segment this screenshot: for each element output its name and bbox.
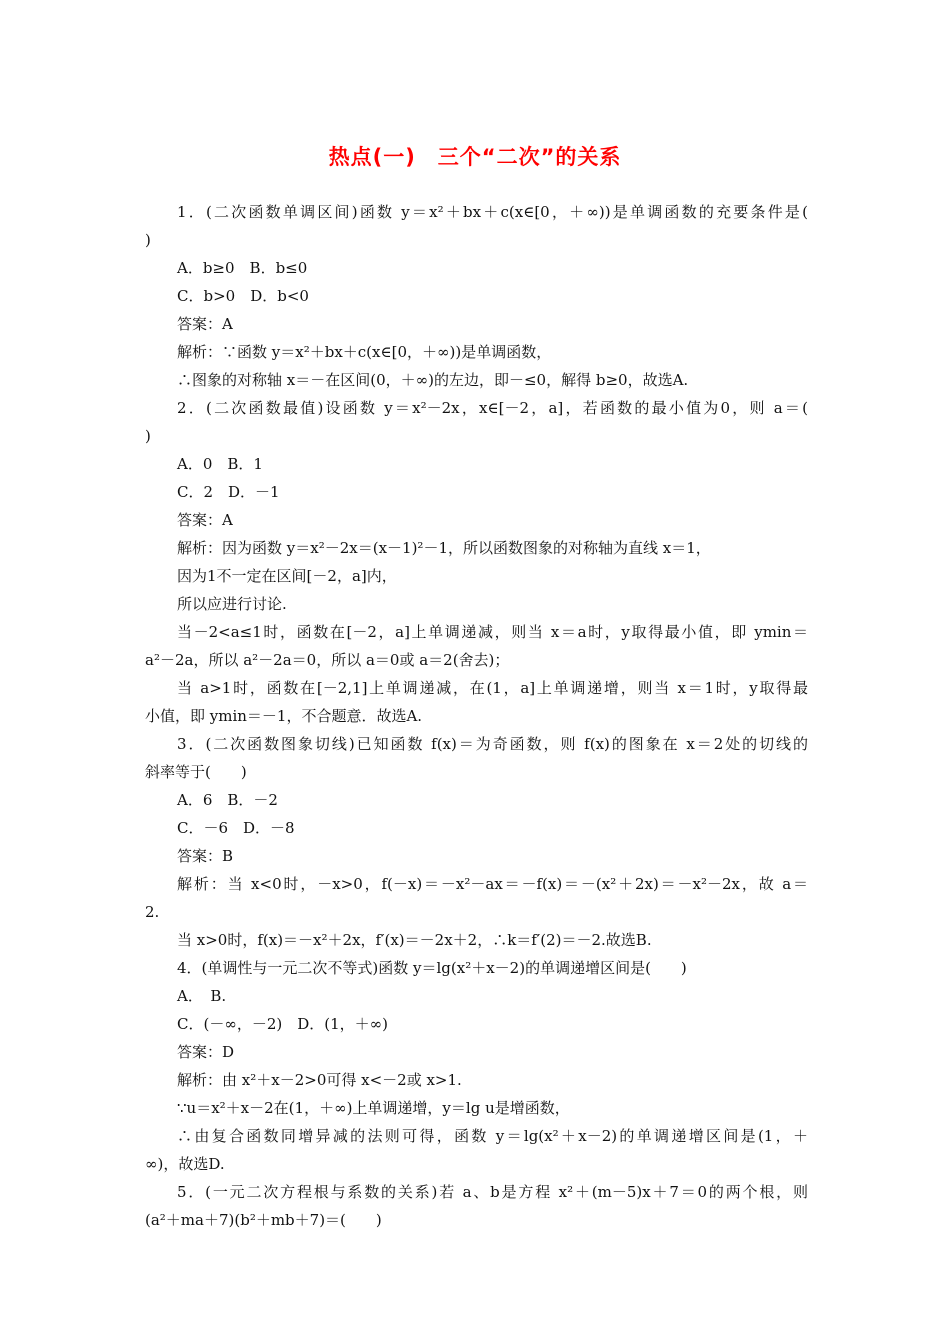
text-line: A． B. xyxy=(177,987,227,1005)
text-line: A．b≥0 B．b≤0 xyxy=(177,259,308,277)
text-line: 答案：D xyxy=(177,1043,235,1061)
text-line: C．b>0 D．b<0 xyxy=(177,287,309,305)
text-line: 所以应进行讨论. xyxy=(177,595,287,613)
text-line: 解析：∵函数 y＝x²＋bx＋c(x∈[0，＋∞))是单调函数， xyxy=(177,343,552,361)
text-line: (a²＋ma＋7)(b²＋mb＋7)＝( ) xyxy=(145,1211,382,1229)
text-line: 当－2<a≤1时，函数在[－2，a]上单调递减，则当 x＝a时，y取得最小值，即 ymin＝ xyxy=(177,623,808,641)
text-line: 3．(二次函数图象切线)已知函数 f(x)＝为奇函数，则 f(x)的图象在 x＝2处的切线的 xyxy=(177,735,808,753)
text-line: 当 a>1时，函数在[－2,1]上单调递减，在(1，a]上单调递增，则当 x＝1时，y取得最 xyxy=(177,679,808,697)
text-line: ∴由复合函数同增异减的法则可得，函数 y＝lg(x²＋x－2)的单调递增区间是(1，＋ xyxy=(177,1127,808,1145)
text-line: 当 x>0时，f(x)＝－x²＋2x，f′(x)＝－2x＋2，∴k＝f′(2)＝－2.故选B. xyxy=(177,931,652,949)
text-line: 解析：当 x<0时，－x>0，f(－x)＝－x²－ax＝－f(x)＝－(x²＋2x)＝－x²－2x，故 a＝ xyxy=(177,875,808,893)
text-line: 答案：A xyxy=(177,511,233,529)
text-line: ) xyxy=(145,231,151,249)
text-line: ) xyxy=(145,427,151,445)
text-line: C．－6 D．－8 xyxy=(177,819,295,837)
text-line: 因为1不一定在区间[－2，a]内， xyxy=(177,567,397,585)
text-line: C．(－∞，－2) D．(1，＋∞) xyxy=(177,1015,388,1033)
text-line: ∵u＝x²＋x－2在(1，＋∞)上单调递增，y＝lg u是增函数， xyxy=(177,1099,570,1117)
text-line: ∞)，故选D. xyxy=(145,1155,225,1173)
text-line: 解析：因为函数 y＝x²－2x＝(x－1)²－1，所以函数图象的对称轴为直线 x＝1， xyxy=(177,539,711,557)
text-line: 4．(单调性与一元二次不等式)函数 y＝lg(x²＋x－2)的单调递增区间是( ) xyxy=(177,959,687,977)
text-line: 答案：A xyxy=(177,315,233,333)
text-line: 答案：B xyxy=(177,847,234,865)
text-line: A．0 B．1 xyxy=(177,455,263,473)
page-title: 热点(一) 三个“二次”的关系 xyxy=(328,145,622,169)
text-line: 1．(二次函数单调区间)函数 y＝x²＋bx＋c(x∈[0，＋∞))是单调函数的充要条件是( xyxy=(177,203,808,221)
text-line: 2. xyxy=(145,903,160,921)
text-line: 斜率等于( ) xyxy=(145,763,247,781)
text-line: 解析：由 x²＋x－2>0可得 x<－2或 x>1. xyxy=(177,1071,462,1089)
document-body xyxy=(145,198,808,1234)
text-line: A．6 B．－2 xyxy=(177,791,278,809)
text-line: a²－2a，所以 a²－2a＝0，所以 a＝0或 a＝2(舍去)； xyxy=(145,651,510,669)
text-line: 2．(二次函数最值)设函数 y＝x²－2x，x∈[－2，a]，若函数的最小值为0，则 a＝( xyxy=(177,399,809,417)
text-line: ∴图象的对称轴 x＝－在区间(0，＋∞)的左边，即－≤0，解得 b≥0，故选A. xyxy=(177,371,689,389)
text-line: 小值，即 ymin＝－1，不合题意．故选A. xyxy=(145,707,423,725)
text-line: C．2 D．－1 xyxy=(177,483,280,501)
text-line: 5．(一元二次方程根与系数的关系)若 a、b是方程 x²＋(m－5)x＋7＝0的两个根，则 xyxy=(177,1183,808,1201)
